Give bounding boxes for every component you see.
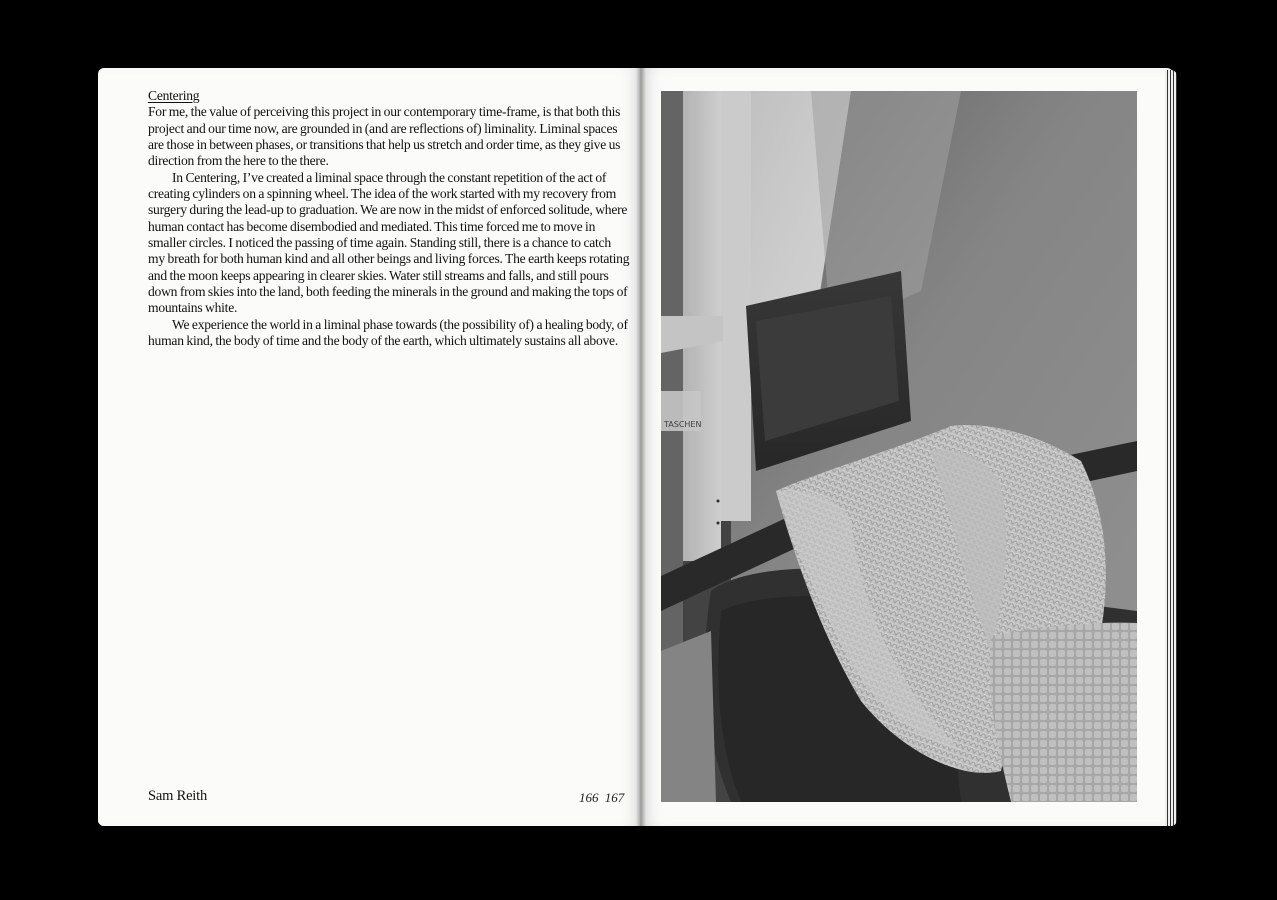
essay-paragraph-3: We experience the world in a liminal phase towards (the possibility of) a healing body, of human kind, the body of time and the body of the earth, which ultimately sustains all above.	[148, 316, 628, 349]
photograph-blanket-on-chair	[661, 91, 1137, 802]
photo-illustration	[661, 91, 1137, 802]
essay-heading: Centering	[148, 88, 200, 103]
page-numbers: 166 167	[579, 790, 625, 805]
book-gutter	[636, 68, 646, 826]
essay-text	[148, 88, 630, 350]
essay-paragraph-2: In Centering, I’ve created a liminal space through the constant repetition of the act of creating cylinders on a spinning wheel. The idea of the work started with my recovery from surgery during the lead-up to graduation. We are now in the midst of enforced solitude, where human contact has become disembodied and mediated. This time forced me to move in smaller circles. I noticed the passing of time again. Standing still, there is a chance to catch my breath for both human kind and all other beings and living forces. The earth keeps rotating and the moon keeps appearing in clearer skies. Water still streams and falls, and still pours down from skies into the land, both feeding the minerals in the ground and making the tops of mountains white.	[148, 169, 630, 316]
essay-paragraph-1: For me, the value of perceiving this project in our contemporary time-frame, is that both this project and our time now, are grounded in (and are reflections of) liminality. Liminal spaces are those in between phases, or transitions that help us stretch and order time, as they give us direction from the here to the there.	[148, 104, 621, 169]
right-page-edges	[1165, 70, 1177, 826]
book-spine-label: TASCHEN	[664, 420, 702, 429]
author-name: Sam Reith	[148, 788, 208, 804]
